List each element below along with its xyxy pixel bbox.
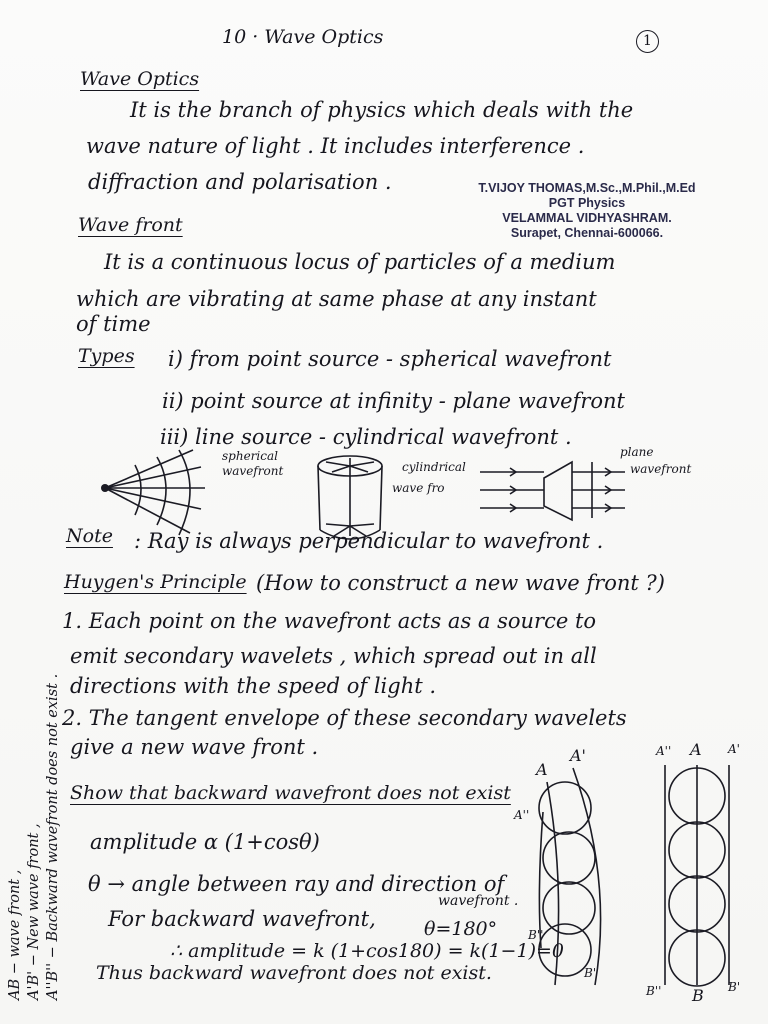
wave-front-line-2: which are vibrating at same phase at any instant xyxy=(76,287,597,311)
note-label: Note xyxy=(66,525,113,547)
wave-optics-line-1: It is the branch of physics which deals with the xyxy=(130,98,634,122)
sidebar-line-1: AB − wave front , xyxy=(7,869,23,1000)
plane-label-b-prime: B' xyxy=(728,980,741,994)
wavelet-label-b-prime: B' xyxy=(584,966,597,980)
huygens-point-2-line-1: 2. The tangent envelope of these secondary wavelets xyxy=(62,706,627,730)
backward-line-2: θ → angle between ray and direction of xyxy=(88,872,505,896)
sidebar-vertical-note xyxy=(6,674,63,1000)
types-heading: Types xyxy=(78,345,135,367)
huygens-point-2-line-2: give a new wave front . xyxy=(70,735,319,759)
wavelet-circle xyxy=(543,832,595,884)
wave-front-line-1: It is a continuous locus of particles of a medium xyxy=(104,250,616,274)
wavefront-arc xyxy=(179,450,190,535)
backward-theta: θ=180° xyxy=(424,918,498,940)
plane-label-1: plane xyxy=(620,445,654,459)
stamp-school: VELAMMAL VIDHYASHRAM. xyxy=(502,211,672,225)
cylinder-side xyxy=(380,466,382,530)
spherical-label-2: wavefront xyxy=(222,464,284,478)
ray-line xyxy=(105,488,190,533)
wavelet-circle xyxy=(543,882,595,934)
wavefront-arc xyxy=(157,457,166,525)
page-title: 10 · Wave Optics xyxy=(222,26,384,48)
page-number-circle xyxy=(636,30,659,53)
backward-line-4: ∴ amplitude = k (1+cos180) = k(1−1)=0 xyxy=(170,940,564,962)
teacher-stamp xyxy=(452,181,722,241)
cylinder-side xyxy=(318,466,320,530)
spherical-wavelets-diagram xyxy=(525,760,635,990)
huygens-question: (How to construct a new wave front ?) xyxy=(256,571,665,595)
types-item-3: iii) line source - cylindrical wavefront . xyxy=(160,425,572,449)
wavelet-label-a-double-prime: A'' xyxy=(514,808,530,822)
wavefront-ab xyxy=(547,782,559,985)
sidebar-line-2: A'B' − New wave front , xyxy=(26,823,42,1000)
cylindrical-label-2: wave fro xyxy=(392,481,445,495)
spherical-wavefront-diagram xyxy=(95,445,215,540)
plane-label-b: B xyxy=(692,986,704,1005)
plane-wavefront-diagram xyxy=(480,450,630,530)
plane-label-b-double-prime: B'' xyxy=(646,984,662,998)
backward-line-2b: wavefront . xyxy=(438,893,519,909)
huygens-heading: Huygen's Principle xyxy=(64,571,247,593)
plane-label-2: wavefront xyxy=(630,462,692,476)
huygens-point-1-line-1: 1. Each point on the wavefront acts as a source to xyxy=(62,609,597,633)
types-item-1: i) from point source - spherical wavefront xyxy=(168,347,612,371)
plane-label-a: A xyxy=(690,740,702,759)
backward-line-5: Thus backward wavefront does not exist. xyxy=(96,962,492,984)
huygens-point-1-line-2: emit secondary wavelets , which spread out in all xyxy=(70,644,597,668)
wavelet-label-a: A xyxy=(536,760,548,779)
wave-front-heading: Wave front xyxy=(78,214,183,236)
stamp-name: T.VIJOY THOMAS,M.Sc.,M.Phil.,M.Ed xyxy=(478,181,696,195)
wave-optics-line-3: diffraction and polarisation . xyxy=(88,170,392,194)
ray-line xyxy=(105,450,193,488)
plane-label-a-double-prime: A'' xyxy=(656,744,672,758)
plane-prism xyxy=(544,462,572,520)
wavelet-label-a-prime: A' xyxy=(570,746,586,765)
stamp-position: PGT Physics xyxy=(548,196,626,210)
spherical-label-1: spherical xyxy=(222,449,278,463)
wave-optics-heading: Wave Optics xyxy=(80,68,200,90)
note-text: : Ray is always perpendicular to wavefront . xyxy=(134,529,604,553)
wave-optics-line-2: wave nature of light . It includes interference . xyxy=(86,134,585,158)
plane-label-a-prime: A' xyxy=(728,742,740,756)
types-item-2: ii) point source at infinity - plane wavefront xyxy=(162,389,625,413)
wavelet-circle xyxy=(539,782,591,834)
backward-line-1: amplitude α (1+cosθ) xyxy=(90,830,320,854)
huygens-point-1-line-3: directions with the speed of light . xyxy=(70,674,437,698)
page-number: 1 xyxy=(643,33,652,49)
ray-line xyxy=(105,488,201,509)
sidebar-line-3: A''B'' − Backward wavefront does not exist . xyxy=(45,673,61,1000)
wave-front-line-3: of time xyxy=(76,312,151,336)
backward-heading: Show that backward wavefront does not exist xyxy=(70,782,511,804)
wavelet-label-b-double-prime: B'' xyxy=(528,928,544,942)
backward-line-3: For backward wavefront, xyxy=(108,907,376,931)
plane-wavelets-diagram xyxy=(655,760,745,995)
cylindrical-label-1: cylindrical xyxy=(402,460,466,474)
stamp-location: Surapet, Chennai-600066. xyxy=(510,226,664,240)
